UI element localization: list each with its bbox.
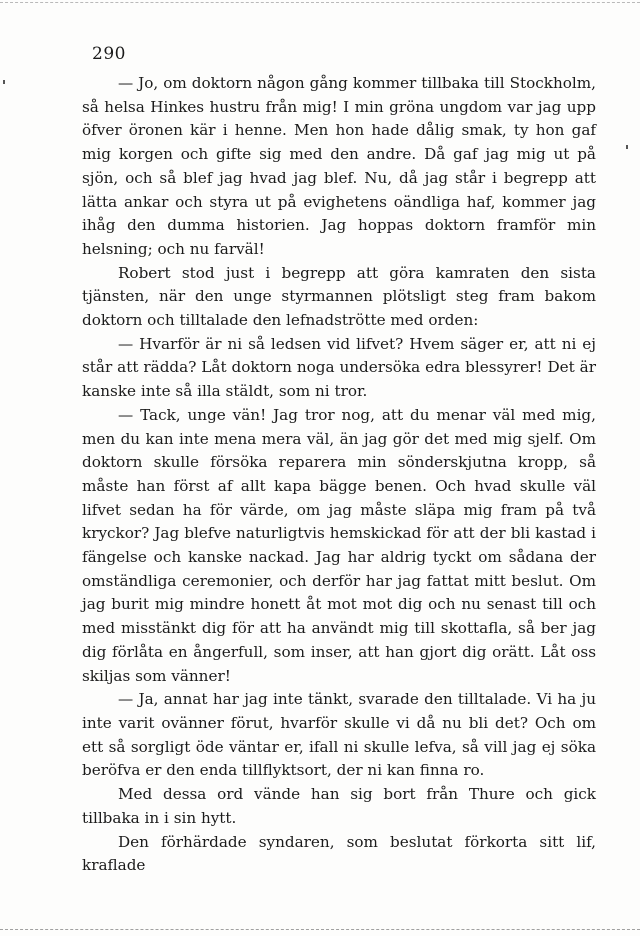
- paragraph: — Tack, unge vän! Jag tror nog, att du menar väl med mig, men du kan inte mena mera väl, än jag gör det med mig sjelf. Om doktorn skulle försöka reparera min sönderskjutna kropp, så måste han först af allt kapa bägge benen. Och hvad skulle väl lifvet sedan ha för värde, om jag måste släpa mig fram på två kryckor? Jag blefve naturligtvis hemskickad för att der bli kastad i fängelse och kanske nackad. Jag har aldrig tyckt om sådana der omständliga ceremonier, och derför har jag fattat mitt beslut. Om jag burit mig mindre honett åt mot mot dig och nu senast till och med misstänkt dig för att ha användt mig till skottafla, så ber jag dig förlåta en ångerfull, som inser, att han gjort dig orätt. Låt oss skiljas som vänner!: [82, 405, 596, 685]
- right-margin-mark: [626, 145, 628, 149]
- top-edge-rule: [0, 2, 640, 3]
- paragraph: — Ja, annat har jag inte tänkt, svarade den tilltalade. Vi ha ju inte varit ovänner förut, hvarför skulle vi då nu bli det? Och om ett så sorgligt öde väntar er, ifall ni skulle lefva, så vill jag ej söka beröfva er den enda tillflyktsort, der ni kan finna ro.: [82, 690, 596, 780]
- paragraph: Robert stod just i begrepp att göra kamraten den sista tjänsten, när den unge styrmannen plötsligt steg fram bakom doktorn och tilltalade den lefnadströtte med orden:: [82, 263, 596, 330]
- paragraph: — Hvarför är ni så ledsen vid lifvet? Hvem säger er, att ni ej står att rädda? Låt doktorn noga undersöka edra blessyrer! Det är kanske inte så illa stäldt, som ni tror.: [82, 334, 596, 401]
- paragraph: — Jo, om doktorn någon gång kommer tillbaka till Stockholm, så helsa Hinkes hustru från mig! I min gröna ungdom var jag upp öfver öronen kär i henne. Men hon hade dålig smak, ty hon gaf mig korgen och gifte sig med den andre. Då gaf jag mig ut på sjön, och så blef jag hvad jag blef. Nu, då jag står i begrepp att lätta ankar och styra ut på evighetens oändliga haf, kommer jag ihåg den dumma historien. Jag hoppas doktorn framför min helsning; och nu farväl!: [82, 74, 596, 258]
- paragraph: Den förhärdade syndaren, som beslutat förkorta sitt lif, kraflade: [82, 832, 596, 875]
- page-number: 290: [92, 44, 126, 64]
- bottom-edge-rule: [0, 929, 640, 930]
- paragraph: Med dessa ord vände han sig bort från Thure och gick tillbaka in i sin hytt.: [82, 785, 596, 827]
- left-margin-mark: [3, 80, 5, 84]
- body-text: [82, 72, 596, 878]
